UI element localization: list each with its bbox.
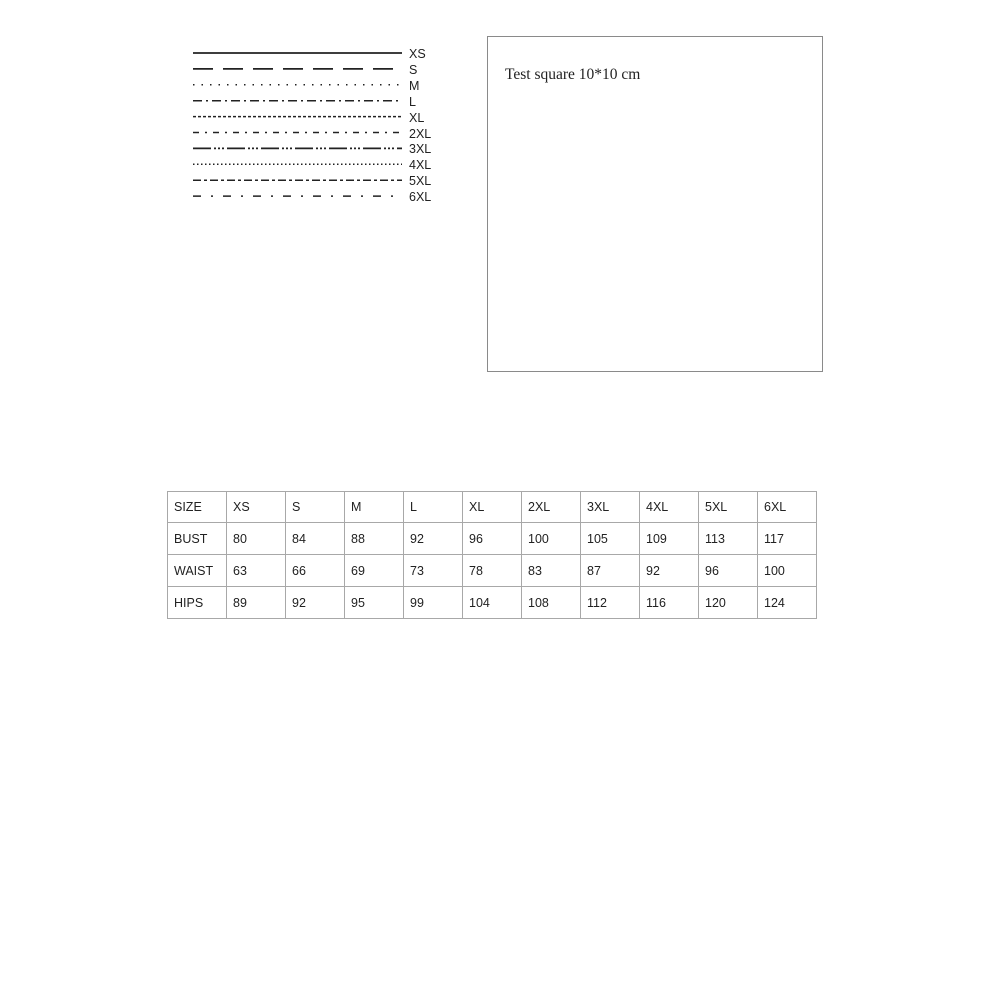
test-square: [487, 36, 823, 372]
table-row: [168, 555, 817, 587]
table-cell: 78: [463, 555, 522, 587]
table-cell: 96: [699, 555, 758, 587]
test-square-label: Test square 10*10 cm: [505, 66, 641, 83]
table-cell: 87: [581, 555, 640, 587]
legend-label-4xl: 4XL: [409, 158, 432, 173]
table-cell: 92: [404, 523, 463, 555]
table-cell: 92: [640, 555, 699, 587]
table-cell: 89: [227, 587, 286, 619]
table-cell: 66: [286, 555, 345, 587]
table-cell: 104: [463, 587, 522, 619]
table-cell: 84: [286, 523, 345, 555]
legend-label-2xl: 2XL: [409, 126, 432, 141]
table-cell: 100: [758, 555, 817, 587]
table-cell: 92: [286, 587, 345, 619]
legend-label-6xl: 6XL: [409, 190, 432, 205]
table-cell: 2XL: [522, 492, 581, 523]
legend-label-3xl: 3XL: [409, 142, 432, 157]
table-cell: 100: [522, 523, 581, 555]
size-table: [167, 491, 817, 619]
table-cell: 105: [581, 523, 640, 555]
table-cell: 5XL: [699, 492, 758, 523]
table-cell: 96: [463, 523, 522, 555]
table-cell: 120: [699, 587, 758, 619]
table-cell: 124: [758, 587, 817, 619]
table-cell: 99: [404, 587, 463, 619]
table-cell: 83: [522, 555, 581, 587]
table-cell: 113: [699, 523, 758, 555]
legend-lines: [0, 0, 460, 215]
table-cell: 95: [345, 587, 404, 619]
table-cell: 117: [758, 523, 817, 555]
legend-label-s: S: [409, 62, 418, 77]
legend-label-xs: XS: [409, 47, 426, 61]
table-row: [168, 587, 817, 619]
table-cell: 112: [581, 587, 640, 619]
table-cell: 73: [404, 555, 463, 587]
table-cell: 80: [227, 523, 286, 555]
table-cell: XL: [463, 492, 522, 523]
table-cell: 108: [522, 587, 581, 619]
table-cell: S: [286, 492, 345, 523]
table-cell: 69: [345, 555, 404, 587]
legend-label-xl: XL: [409, 110, 425, 125]
row-label-cell: HIPS: [168, 587, 227, 619]
row-label-cell: SIZE: [168, 492, 227, 523]
row-label-cell: BUST: [168, 523, 227, 555]
table-cell: 63: [227, 555, 286, 587]
table-cell: 3XL: [581, 492, 640, 523]
table-cell: 6XL: [758, 492, 817, 523]
legend-label-5xl: 5XL: [409, 174, 432, 189]
table-cell: L: [404, 492, 463, 523]
table-row: [168, 523, 817, 555]
table-cell: 88: [345, 523, 404, 555]
row-label-cell: WAIST: [168, 555, 227, 587]
table-cell: M: [345, 492, 404, 523]
legend-label-m: M: [409, 78, 420, 93]
table-header-row: [168, 492, 817, 523]
table-cell: XS: [227, 492, 286, 523]
table-cell: 4XL: [640, 492, 699, 523]
size-line-legend: [0, 0, 460, 215]
table-cell: 109: [640, 523, 699, 555]
table-cell: 116: [640, 587, 699, 619]
legend-label-l: L: [409, 94, 416, 109]
